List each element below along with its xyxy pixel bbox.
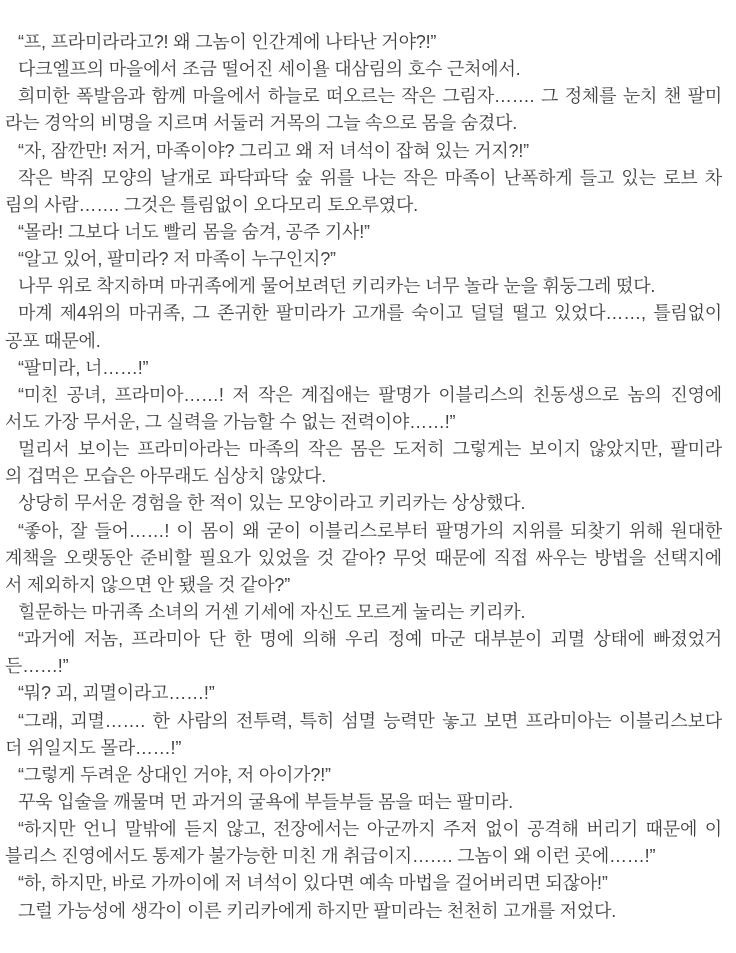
text-line: 멀리서 보이는 프라미아라는 마족의 작은 몸은 도저히 그렇게는 보이지 않았지만, 팔미라 [18, 439, 722, 460]
text-line: “알고 있어, 팔미라? 저 마족이 누구인지?” [18, 249, 336, 270]
text-line: 든……!” [5, 656, 69, 677]
text-line: 그럴 가능성에 생각이 이른 키리카에게 하지만 팔미라는 천천히 고개를 저었다. [18, 900, 617, 921]
text-line: 다크엘프의 마을에서 조금 떨어진 세이욜 대삼림의 호수 근처에서. [18, 59, 521, 80]
text-line: “그래, 괴멸……. 한 사람의 전투력, 특히 섬멸 능력만 놓고 보면 프라미아는 이블리스보다 [18, 710, 722, 731]
text-line: 더 위일지도 몰라……!” [5, 737, 182, 758]
text-line: “미친 공녀, 프라미아……! 저 작은 계집애는 팔명가 이블리스의 친동생으로 놈의 진영에 [18, 384, 722, 405]
text-line: 나무 위로 착지하며 마귀족에게 물어보려던 키리카는 너무 놀라 눈을 휘둥그레 떴다. [18, 276, 656, 297]
text-line: 계책을 오랫동안 준비할 필요가 있었을 것 같아? 무엇 때문에 직접 싸우는 방법을 선택지에 [5, 547, 722, 568]
text-line: 마계 제4위의 마귀족, 그 존귀한 팔미라가 고개를 숙이고 덜덜 떨고 있었다……, 틀림없이 [18, 303, 722, 324]
text-line: 상당히 무서운 경험을 한 적이 있는 모양이라고 키리카는 상상했다. [18, 493, 526, 514]
text-line: “그렇게 두려운 상대인 거야, 저 아이가?!” [18, 764, 331, 785]
text-line: 희미한 폭발음과 함께 마을에서 하늘로 떠오르는 작은 그림자……. 그 정체를 눈치 챈 팔미 [18, 86, 722, 107]
text-line: “몰라! 그보다 너도 빨리 몸을 숨겨, 공주 기사!” [18, 221, 370, 242]
text-line: “팔미라, 너……!” [18, 357, 149, 378]
text-line: “하, 하지만, 바로 가까이에 저 녀석이 있다면 예속 마법을 걸어버리면 되잖아!” [18, 873, 608, 894]
text-line: 꾸욱 입술을 깨물며 먼 과거의 굴욕에 부들부들 몸을 떠는 팔미라. [18, 791, 513, 812]
text-line: 라는 경악의 비명을 지르며 서둘러 거목의 그늘 속으로 몸을 숨겼다. [5, 113, 518, 134]
text-line: “과거에 저놈, 프라미아 단 한 명에 의해 우리 정예 마군 대부분이 괴멸 상태에 빠졌었거 [18, 629, 722, 650]
novel-text-body [5, 29, 722, 925]
text-line: “뭐? 괴, 괴멸이라고……!” [18, 683, 215, 704]
text-line: 블리스 진영에서도 통제가 불가능한 미친 개 취급이지……. 그놈이 왜 이런 곳에……!” [5, 846, 656, 867]
text-line: 림의 사람……. 그것은 틀림없이 오다모리 토오루였다. [5, 194, 418, 215]
text-line: 작은 박쥐 모양의 날개로 파닥파닥 숲 위를 나는 작은 마족이 난폭하게 들고 있는 로브 차 [18, 167, 722, 188]
text-line: “좋아, 잘 들어……! 이 몸이 왜 굳이 이블리스로부터 팔명가의 지위를 되찾기 위해 원대한 [18, 520, 722, 541]
text-line: “프, 프라미라라고?! 왜 그놈이 인간계에 나타난 거야?!” [18, 32, 437, 52]
text-line: “하지만 언니 말밖에 듣지 않고, 전장에서는 아군까지 주저 없이 공격해 버리기 때문에 이 [18, 819, 722, 840]
text-line: 공포 때문에. [5, 330, 101, 351]
text-line: 서도 가장 무서운, 그 실력을 가늠할 수 없는 전력이야……!” [5, 411, 456, 432]
text-line: 서 제외하지 않으면 안 됐을 것 같아?” [5, 574, 291, 595]
text-line: 힐문하는 마귀족 소녀의 거센 기세에 자신도 모르게 눌리는 키리카. [18, 601, 526, 622]
text-line: 의 겁먹은 모습은 아무래도 심상치 않았다. [5, 466, 327, 487]
text-line: “자, 잠깐만! 저거, 마족이야? 그리고 왜 저 녀석이 잡혀 있는 거지?!” [18, 140, 529, 161]
